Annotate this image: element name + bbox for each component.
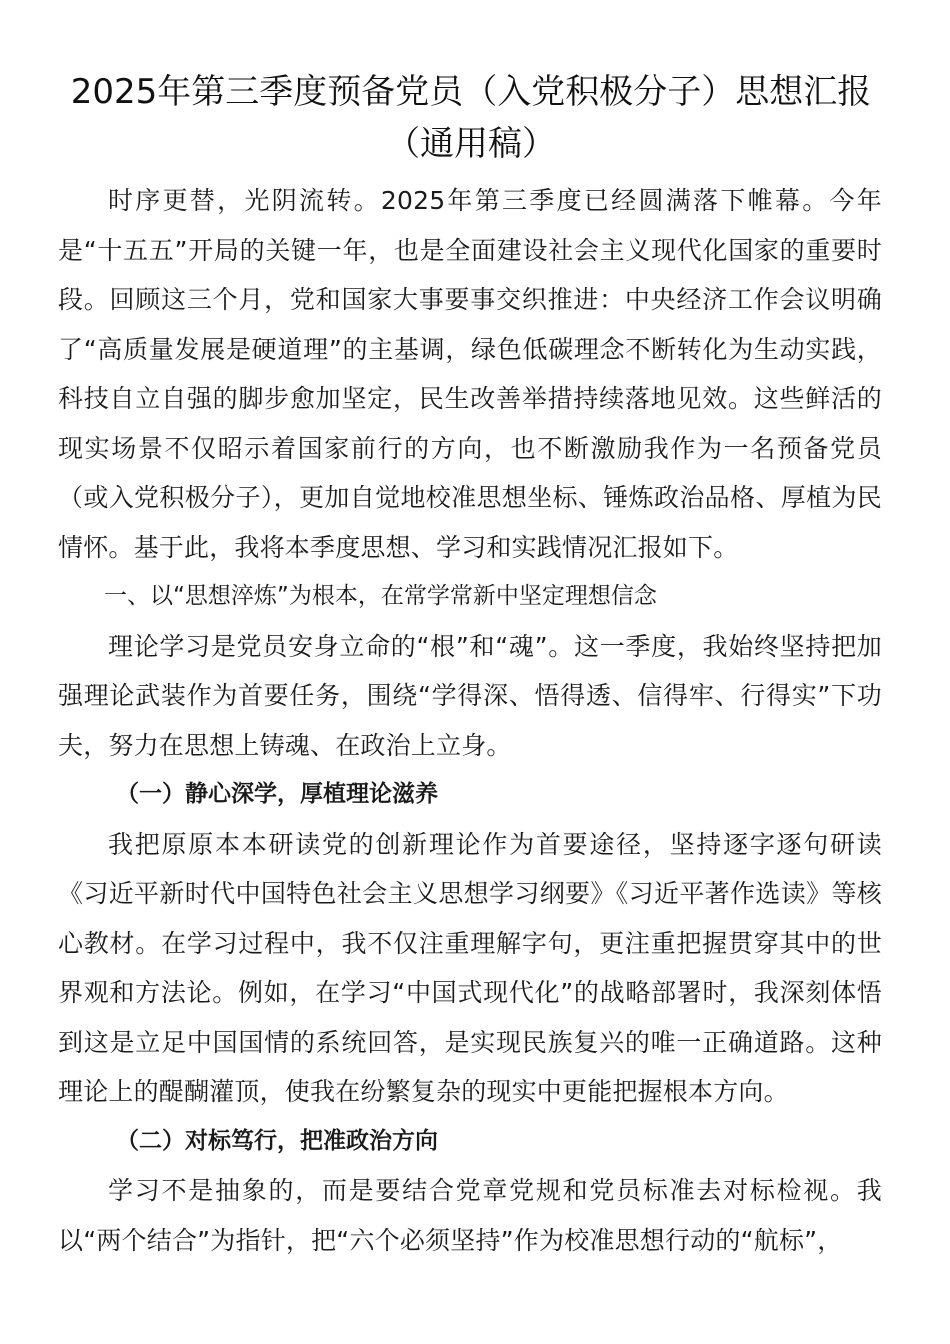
subsection-1-heading: （一）静心深学，厚植理论滋养 [116, 781, 438, 807]
subsection-1-paragraph: 我把原原本本研读党的创新理论作为首要途径，坚持逐字逐句研读《习近平新时代中国特色社会主义思想学习纲要》《习近平著作选读》等核心教材。在学习过程中，我不仅注重理解字句，更注重把握贯穿其中的世界观和方法论。例如，在学习“中国式现代化”的战略部署时，我深刻体悟到这是立足中国国情的系统回答，是实现民族复兴的唯一正确道路。这种理论上的醍醐灌顶，使我在纷繁复杂的现实中更能把握根本方向。 [58, 829, 882, 1106]
section-1-paragraph: 理论学习是党员安身立命的“根”和“魂”。这一季度，我始终坚持把加强理论武装作为首要任务，围绕“学得深、悟得透、信得牢、行得实”下功夫，努力在思想上铸魂、在政治上立身。 [58, 631, 882, 760]
intro-paragraph: 时序更替，光阴流转。2025年第三季度已经圆满落下帷幕。今年是“十五五”开局的关键一年，也是全面建设社会主义现代化国家的重要时段。回顾这三个月，党和国家大事要事交织推进：中央经济工作会议明确了“高质量发展是硬道理”的主基调，绿色低碳理念不断转化为生动实践，科技自立自强的脚步愈加坚定，民生改善举措持续落地见效。这些鲜活的现实场景不仅昭示着国家前行的方向，也不断激励我作为一名预备党员（或入党积极分子），更加自觉地校准思想坐标、锤炼政治品格、厚植为民情怀。基于此，我将本季度思想、学习和实践情况汇报如下。 [58, 186, 882, 562]
subsection-2-heading: （二）对标笃行，把准政治方向 [116, 1127, 438, 1154]
section-1-heading: 一、以“思想淬炼”为根本，在常学常新中坚定理想信念 [104, 583, 657, 609]
subsection-2-paragraph: 学习不是抽象的，而是要结合党章党规和党员标准去对标检视。我以“两个结合”为指针，把“六个必须坚持”作为校准思想行动的“航标”， [58, 1176, 882, 1255]
document-title: 2025年第三季度预备党员（入党积极分子）思想汇报（通用稿） [70, 72, 872, 164]
